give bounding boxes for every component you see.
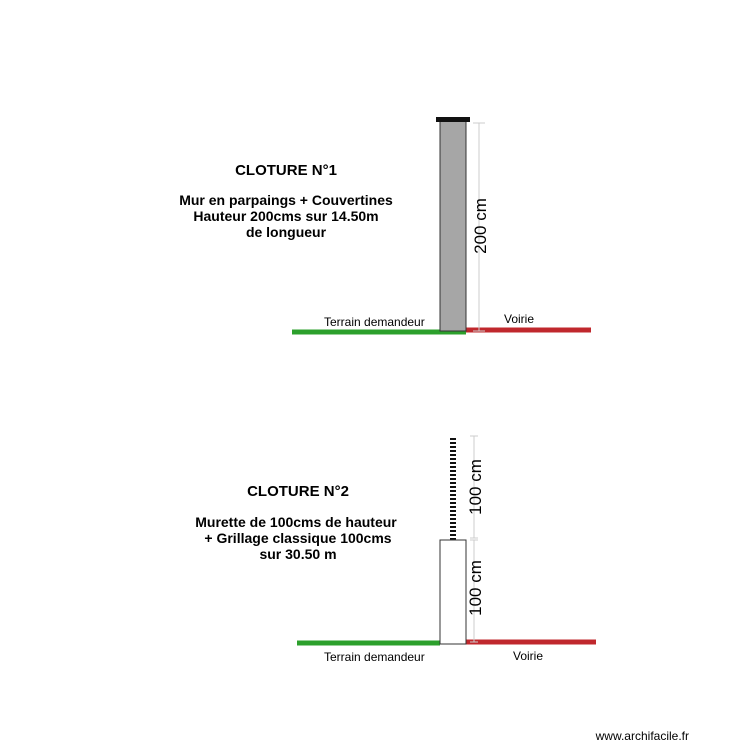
fence-1-right-label: Voirie: [504, 312, 535, 326]
fence-2-desc-line-1: Murette de 100cms de hauteur: [195, 514, 397, 530]
fence-1-dimension: [471, 123, 490, 331]
fence-2-desc-line-2: + Grillage classique 100cms: [204, 530, 392, 546]
fence-2-dimension-upper: [466, 436, 485, 538]
watermark-text: www.archifacile.fr: [595, 729, 689, 743]
fence-2-dimension-upper-label: 100 cm: [466, 459, 485, 515]
fence-1-title: CLOTURE N°1: [235, 162, 337, 179]
fence-2-desc-line-3: sur 30.50 m: [259, 546, 337, 562]
fence-2-dimension-lower: [466, 540, 485, 642]
fence-2-dimension-lower-label: 100 cm: [466, 560, 485, 616]
fence-1-group: [179, 117, 591, 332]
fence-2-group: [195, 436, 596, 664]
fence-1-desc-line-2: Hauteur 200cms sur 14.50m: [193, 208, 379, 224]
fence-1-coping-cap: [436, 117, 470, 122]
fence-1-desc-line-1: Mur en parpaings + Couvertines: [179, 192, 393, 208]
fence-2-title: CLOTURE N°2: [247, 483, 349, 500]
fence-2-right-label: Voirie: [513, 649, 544, 663]
fence-1-left-label: Terrain demandeur: [324, 315, 425, 329]
fence-2-low-wall: [440, 540, 466, 644]
fence-2-left-label: Terrain demandeur: [324, 650, 425, 664]
fence-1-dimension-label: 200 cm: [471, 198, 490, 254]
fence-1-desc-line-3: de longueur: [245, 224, 327, 240]
fence-1-block-wall: [440, 121, 466, 331]
